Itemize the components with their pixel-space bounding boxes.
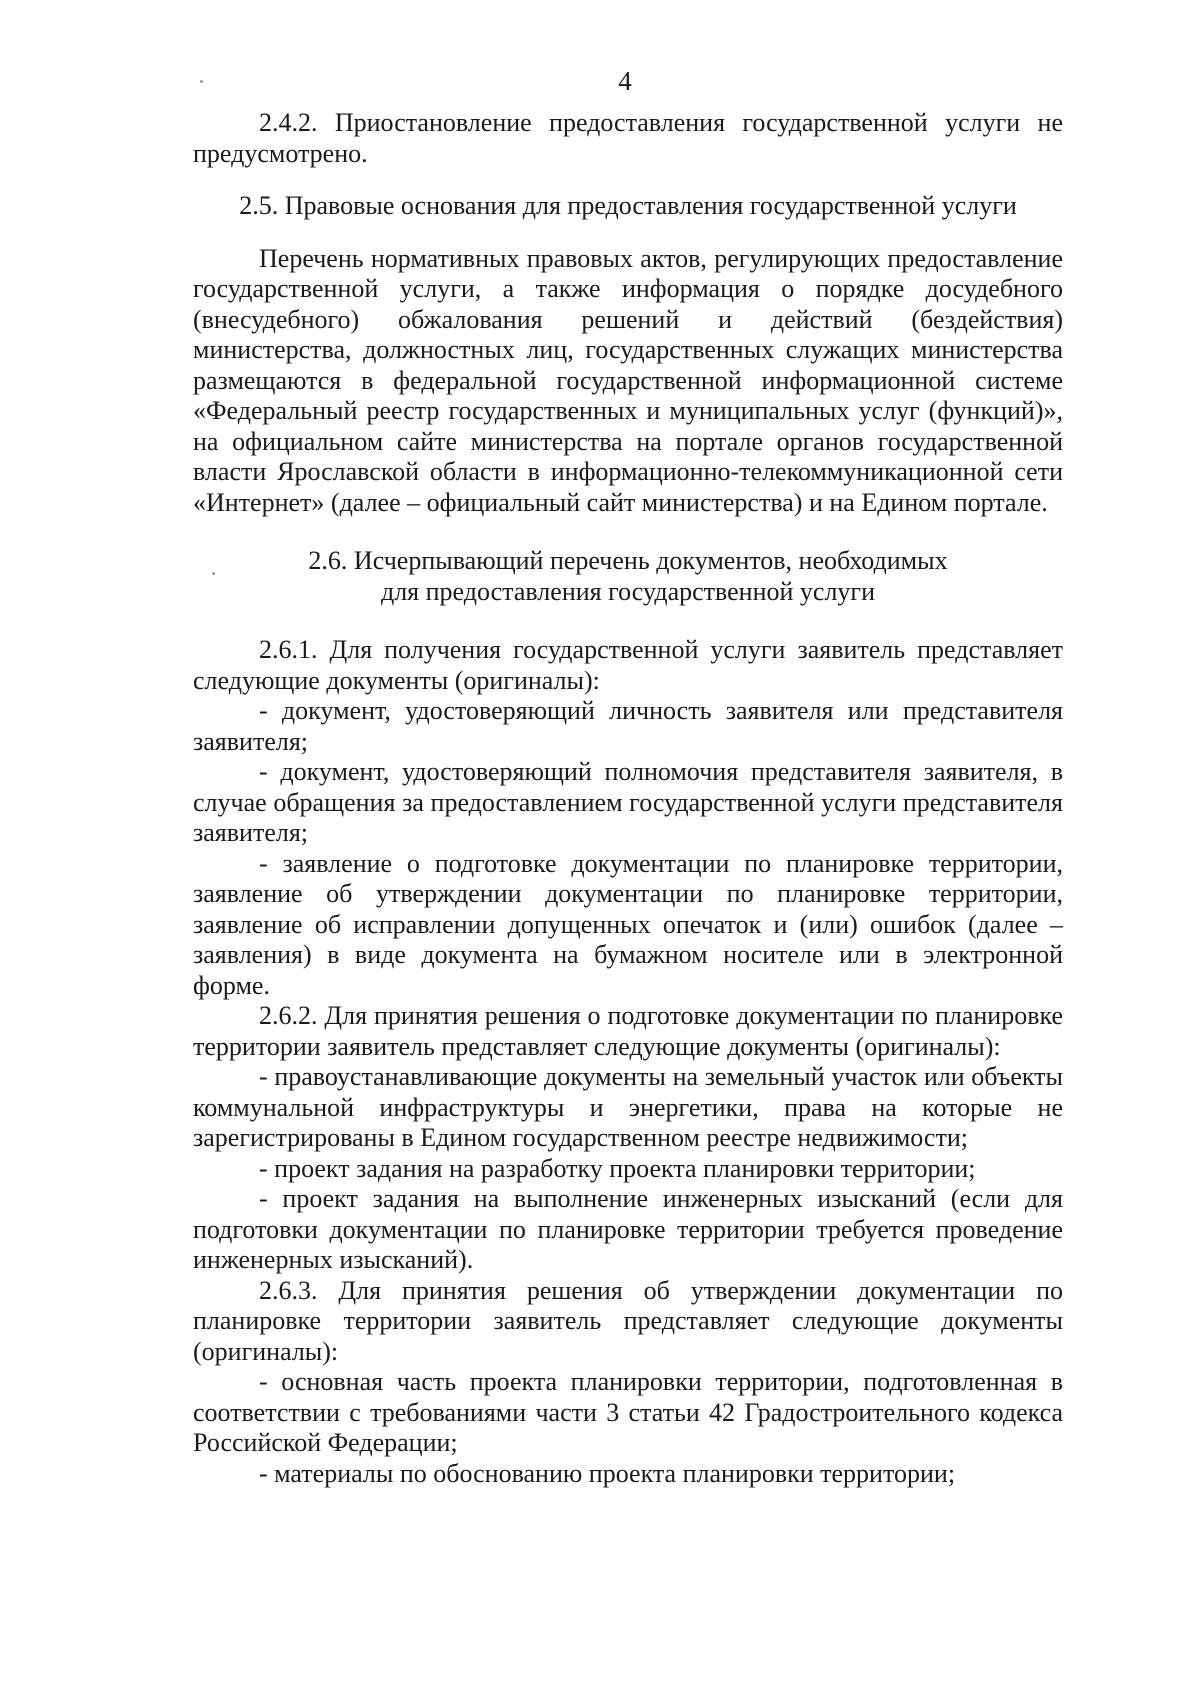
- list-item-2-6-2-c: - проект задания на выполнение инженерных изысканий (если для подготовки документации по планировке территории требуется проведение инженерных изысканий).: [193, 1184, 1063, 1274]
- paragraph-2-6-1: 2.6.1. Для получения государственной услуги заявитель представляет следующие документы (оригиналы):: [193, 635, 1063, 695]
- section-heading-2-6-line2: для предоставления государственной услуги: [380, 576, 876, 606]
- list-item-2-6-1-c: - заявление о подготовке документации по планировке территории, заявление об утверждении документации по планировке территории, заявление об исправлении допущенных опечаток и (или) ошибок (далее – заявления) в виде документа на бумажном носителе или в электронной форме.: [193, 848, 1063, 1000]
- paragraph-2-4-2: 2.4.2. Приостановление предоставления государственной услуги не предусмотрено.: [193, 108, 1063, 168]
- list-item-2-6-1-b: - документ, удостоверяющий полномочия представителя заявителя, в случае обращения за предоставлением государственной услуги представителя заявителя;: [193, 757, 1063, 847]
- list-item-2-6-3-a: - основная часть проекта планировки территории, подготовленная в соответствии с требованиями части 3 статьи 42 Градостроительного кодекса Российской Федерации;: [193, 1367, 1063, 1457]
- list-item-2-6-2-a: - правоустанавливающие документы на земельный участок или объекты коммунальной инфраструктуры и энергетики, права на которые не зарегистрированы в Едином государственном реестре недвижимости;: [193, 1062, 1063, 1152]
- list-item-2-6-3-b: - материалы по обоснованию проекта планировки территории;: [259, 1458, 956, 1488]
- list-item-2-6-2-b: - проект задания на разработку проекта планировки территории;: [259, 1153, 976, 1183]
- page-number: 4: [618, 66, 632, 96]
- list-item-2-6-1-a: - документ, удостоверяющий личность заявителя или представителя заявителя;: [193, 696, 1063, 756]
- paragraph-2-5: Перечень нормативных правовых актов, регулирующих предоставление государственной услуги, а также информация о порядке досудебного (внесудебного) обжалования решений и действий (бездействия) министерства, должностных лиц, государственных служащих министерства размещаются в федеральной государственной информационной системе «Федеральный реестр государственных и муниципальных услуг (функций)», на официальном сайте министерства на портале органов государственной власти Ярославской области в информационно-телекоммуникационной сети «Интернет» (далее – официальный сайт министерства) и на Едином портале.: [193, 243, 1063, 517]
- paragraph-2-6-3: 2.6.3. Для принятия решения об утверждении документации по планировке территории заявитель представляет следующие документы (оригиналы):: [193, 1275, 1063, 1366]
- section-heading-2-6-line1: 2.6. Исчерпывающий перечень документов, необходимых: [308, 546, 948, 575]
- section-heading-2-5: 2.5. Правовые основания для предоставления государственной услуги: [239, 191, 1017, 220]
- document-body: [193, 108, 1063, 1489]
- paragraph-2-6-2: 2.6.2. Для принятия решения о подготовке документации по планировке территории заявитель представляет следующие документы (оригиналы):: [193, 1001, 1063, 1061]
